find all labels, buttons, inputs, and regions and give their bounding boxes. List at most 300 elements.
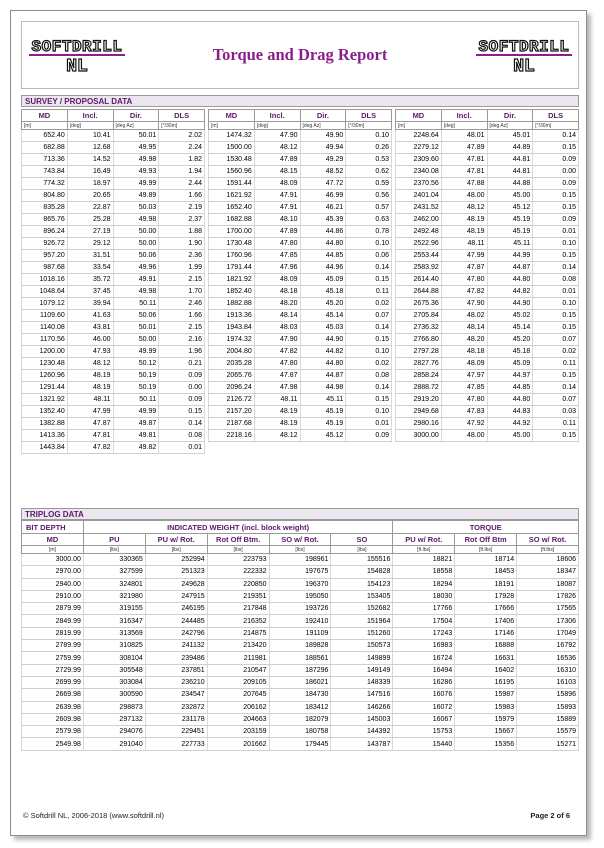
- triplog-cell: 229451: [145, 726, 207, 738]
- survey-cell: 50.11: [113, 394, 159, 406]
- triplog-col-unit: [lbs]: [83, 546, 145, 554]
- survey-cell: 0.15: [346, 274, 392, 286]
- survey-cell: 31.51: [67, 250, 113, 262]
- survey-cell: 45.18: [300, 286, 346, 298]
- table-row: [396, 214, 579, 226]
- softdrill-logo-left: [27, 36, 127, 78]
- survey-cell: 3000.00: [396, 430, 442, 442]
- survey-col-header: Incl.: [67, 110, 113, 122]
- survey-cell: 45.09: [300, 274, 346, 286]
- triplog-cell: 196370: [269, 578, 331, 590]
- survey-cell: 774.32: [22, 178, 68, 190]
- survey-cell: 1291.44: [22, 382, 68, 394]
- survey-cell: 0.02: [533, 346, 579, 358]
- survey-cell: 2157.20: [209, 406, 255, 418]
- triplog-cell: 2549.98: [22, 738, 84, 750]
- indicated-weight-group-header: INDICATED WEIGHT (incl. block weight): [83, 521, 392, 534]
- survey-cell: 896.24: [22, 226, 68, 238]
- survey-cell: 44.80: [300, 358, 346, 370]
- triplog-cell: 321980: [83, 590, 145, 602]
- triplog-col-header: SO w/ Rot.: [517, 534, 579, 546]
- survey-cell: 2.15: [159, 274, 205, 286]
- survey-cell: 0.02: [346, 358, 392, 370]
- survey-cell: 0.10: [533, 298, 579, 310]
- survey-cell: 47.90: [254, 334, 300, 346]
- triplog-cell: 149899: [331, 652, 393, 664]
- table-row: [396, 178, 579, 190]
- table-row: [22, 554, 579, 566]
- survey-cell: 1.90: [159, 238, 205, 250]
- triplog-cell: 324801: [83, 578, 145, 590]
- table-row: [209, 238, 392, 250]
- survey-col-header: MD: [396, 110, 442, 122]
- survey-cell: 45.20: [487, 334, 533, 346]
- triplog-cell: 15896: [517, 689, 579, 701]
- survey-cell: 1413.36: [22, 430, 68, 442]
- triplog-cell: 198961: [269, 554, 331, 566]
- triplog-cell: 249628: [145, 578, 207, 590]
- survey-cell: 49.95: [113, 142, 159, 154]
- survey-cell: 49.99: [113, 178, 159, 190]
- survey-col-unit: [deg]: [67, 122, 113, 130]
- survey-cell: 45.00: [487, 430, 533, 442]
- survey-cell: 0.78: [346, 226, 392, 238]
- survey-cell: 10.41: [67, 130, 113, 142]
- triplog-cell: 16888: [455, 640, 517, 652]
- survey-cell: 1352.40: [22, 406, 68, 418]
- survey-cell: 50.06: [113, 310, 159, 322]
- survey-cell: 44.85: [487, 382, 533, 394]
- survey-cell: 1.66: [159, 310, 205, 322]
- triplog-col-unit: [lbs]: [269, 546, 331, 554]
- survey-cell: 2736.32: [396, 322, 442, 334]
- survey-col-unit: [deg]: [254, 122, 300, 130]
- triplog-cell: 186021: [269, 676, 331, 688]
- triplog-col-unit: [lbs]: [145, 546, 207, 554]
- table-row: [22, 334, 205, 346]
- footer-copyright: © Softdrill NL, 2006-2018 (www.softdrill.nl): [23, 811, 164, 820]
- survey-cell: 50.00: [113, 226, 159, 238]
- survey-cell: 1700.00: [209, 226, 255, 238]
- triplog-cell: 150573: [331, 640, 393, 652]
- survey-cell: 47.90: [441, 298, 487, 310]
- triplog-cell: 15440: [393, 738, 455, 750]
- triplog-cell: 298873: [83, 701, 145, 713]
- survey-cell: 47.72: [300, 178, 346, 190]
- table-row: [22, 130, 205, 142]
- survey-cell: 1974.32: [209, 334, 255, 346]
- triplog-cell: 17243: [393, 627, 455, 639]
- survey-cell: 1530.48: [209, 154, 255, 166]
- survey-cell: 49.82: [113, 442, 159, 454]
- bit-depth-group-header: BIT DEPTH: [22, 521, 84, 534]
- triplog-cell: 213420: [207, 640, 269, 652]
- triplog-cell: 319155: [83, 603, 145, 615]
- survey-cell: 2705.84: [396, 310, 442, 322]
- triplog-cell: 203159: [207, 726, 269, 738]
- survey-cell: 2309.60: [396, 154, 442, 166]
- survey-cell: 12.68: [67, 142, 113, 154]
- survey-cell: 0.00: [533, 166, 579, 178]
- triplog-col-header: PU w/ Rot.: [145, 534, 207, 546]
- survey-cell: 1913.36: [209, 310, 255, 322]
- footer-page-number: Page 2 of 6: [530, 811, 570, 820]
- survey-cell: 47.80: [254, 358, 300, 370]
- survey-section-title: SURVEY / PROPOSAL DATA: [21, 95, 579, 107]
- table-row: [22, 202, 205, 214]
- table-row: [22, 676, 579, 688]
- table-row: [22, 250, 205, 262]
- survey-cell: 50.19: [113, 370, 159, 382]
- survey-cell: 0.09: [533, 214, 579, 226]
- table-row: [22, 394, 205, 406]
- survey-col-unit: [m]: [396, 122, 442, 130]
- triplog-col-header: PU: [83, 534, 145, 546]
- survey-col-unit: [°/30m]: [533, 122, 579, 130]
- survey-cell: 0.10: [346, 346, 392, 358]
- triplog-col-header: SO: [331, 534, 393, 546]
- triplog-cell: 15667: [455, 726, 517, 738]
- table-row: [22, 310, 205, 322]
- table-row: [22, 442, 205, 454]
- survey-cell: 44.96: [300, 262, 346, 274]
- table-row: [396, 154, 579, 166]
- survey-cell: 0.14: [346, 382, 392, 394]
- survey-table-1: [21, 109, 205, 454]
- table-row: [22, 190, 205, 202]
- triplog-cell: 17565: [517, 603, 579, 615]
- survey-cell: 47.81: [67, 430, 113, 442]
- table-row: [22, 578, 579, 590]
- triplog-cell: 188561: [269, 652, 331, 664]
- survey-cell: 0.21: [159, 358, 205, 370]
- survey-cell: 48.20: [254, 298, 300, 310]
- survey-cell: 45.00: [487, 190, 533, 202]
- survey-cell: 1730.48: [209, 238, 255, 250]
- survey-cell: 2187.68: [209, 418, 255, 430]
- survey-cell: 0.15: [533, 250, 579, 262]
- table-row: [22, 664, 579, 676]
- triplog-cell: 2789.99: [22, 640, 84, 652]
- survey-cell: 0.14: [533, 130, 579, 142]
- survey-cell: 2980.16: [396, 418, 442, 430]
- survey-cell: 2.19: [159, 202, 205, 214]
- survey-cell: 2431.52: [396, 202, 442, 214]
- triplog-cell: 18347: [517, 566, 579, 578]
- table-row: [396, 130, 579, 142]
- triplog-col-header: Rot Off Btm.: [207, 534, 269, 546]
- table-row: [396, 226, 579, 238]
- triplog-cell: 15987: [455, 689, 517, 701]
- survey-cell: 2766.80: [396, 334, 442, 346]
- survey-cell: 50.00: [113, 334, 159, 346]
- survey-cell: 0.14: [533, 382, 579, 394]
- table-row: [22, 238, 205, 250]
- triplog-cell: 179445: [269, 738, 331, 750]
- table-row: [22, 603, 579, 615]
- survey-cell: 743.84: [22, 166, 68, 178]
- triplog-cell: 18191: [455, 578, 517, 590]
- table-row: [396, 394, 579, 406]
- torque-group-header: TORQUE: [393, 521, 579, 534]
- triplog-cell: 237851: [145, 664, 207, 676]
- table-row: [22, 627, 579, 639]
- survey-cell: 0.07: [533, 334, 579, 346]
- triplog-cell: 187296: [269, 664, 331, 676]
- survey-cell: 2492.48: [396, 226, 442, 238]
- survey-cell: 44.82: [300, 346, 346, 358]
- table-row: [209, 310, 392, 322]
- survey-cell: 47.99: [441, 250, 487, 262]
- triplog-cell: 15579: [517, 726, 579, 738]
- triplog-cell: 310825: [83, 640, 145, 652]
- survey-cell: 2858.24: [396, 370, 442, 382]
- survey-cell: 2035.28: [209, 358, 255, 370]
- survey-cell: 0.15: [533, 202, 579, 214]
- softdrill-logo-right: [474, 36, 574, 78]
- survey-cell: 47.89: [254, 226, 300, 238]
- survey-cell: 1560.96: [209, 166, 255, 178]
- survey-cell: 2583.92: [396, 262, 442, 274]
- triplog-cell: 16631: [455, 652, 517, 664]
- survey-cell: 43.81: [67, 322, 113, 334]
- triplog-cell: 16103: [517, 676, 579, 688]
- survey-col-header: Dir.: [113, 110, 159, 122]
- triplog-cell: 145003: [331, 713, 393, 725]
- survey-cell: 0.09: [533, 154, 579, 166]
- triplog-cell: 16494: [393, 664, 455, 676]
- triplog-cell: 251323: [145, 566, 207, 578]
- survey-cell: 49.89: [113, 190, 159, 202]
- survey-cell: 47.80: [441, 274, 487, 286]
- survey-cell: 1109.60: [22, 310, 68, 322]
- survey-cell: 44.81: [487, 166, 533, 178]
- triplog-cell: 17146: [455, 627, 517, 639]
- table-row: [209, 406, 392, 418]
- table-row: [396, 358, 579, 370]
- survey-cell: 0.09: [533, 178, 579, 190]
- table-row: [209, 370, 392, 382]
- triplog-cell: 2639.98: [22, 701, 84, 713]
- survey-col-unit: [°/30m]: [159, 122, 205, 130]
- survey-cell: 1821.92: [209, 274, 255, 286]
- table-row: [22, 738, 579, 750]
- triplog-cell: 18821: [393, 554, 455, 566]
- triplog-cell: 214875: [207, 627, 269, 639]
- triplog-cell: 15753: [393, 726, 455, 738]
- table-row: [209, 250, 392, 262]
- survey-cell: 47.96: [254, 262, 300, 274]
- triplog-col-header: MD: [22, 534, 84, 546]
- triplog-cell: 148339: [331, 676, 393, 688]
- triplog-cell: 197675: [269, 566, 331, 578]
- table-row: [396, 430, 579, 442]
- triplog-cell: 191109: [269, 627, 331, 639]
- survey-cell: 48.19: [441, 226, 487, 238]
- triplog-cell: 231178: [145, 713, 207, 725]
- triplog-col-unit: [ft.lbs]: [393, 546, 455, 554]
- survey-cell: 957.20: [22, 250, 68, 262]
- table-row: [22, 226, 205, 238]
- triplog-cell: 152682: [331, 603, 393, 615]
- survey-cell: 47.80: [441, 394, 487, 406]
- table-row: [22, 615, 579, 627]
- triplog-cell: 16310: [517, 664, 579, 676]
- triplog-cell: 16536: [517, 652, 579, 664]
- table-row: [396, 298, 579, 310]
- survey-cell: 47.85: [254, 250, 300, 262]
- survey-cell: 18.97: [67, 178, 113, 190]
- survey-cell: 0.15: [533, 310, 579, 322]
- survey-cell: 50.06: [113, 250, 159, 262]
- survey-cell: 0.11: [533, 418, 579, 430]
- survey-cell: 865.76: [22, 214, 68, 226]
- survey-cell: 1200.00: [22, 346, 68, 358]
- survey-cell: 45.39: [300, 214, 346, 226]
- survey-cell: 49.98: [113, 214, 159, 226]
- table-row: [209, 334, 392, 346]
- survey-cell: 1140.08: [22, 322, 68, 334]
- survey-cell: 48.12: [441, 202, 487, 214]
- survey-cell: 14.52: [67, 154, 113, 166]
- survey-cell: 47.92: [441, 418, 487, 430]
- triplog-cell: 222332: [207, 566, 269, 578]
- survey-cell: 48.09: [254, 274, 300, 286]
- survey-cell: 47.89: [441, 142, 487, 154]
- survey-cell: 50.01: [113, 130, 159, 142]
- triplog-cell: 239486: [145, 652, 207, 664]
- triplog-cell: 2669.98: [22, 689, 84, 701]
- survey-cell: 48.18: [441, 346, 487, 358]
- survey-cell: 48.10: [254, 214, 300, 226]
- survey-cell: 48.11: [67, 394, 113, 406]
- table-row: [396, 322, 579, 334]
- survey-cell: 2797.28: [396, 346, 442, 358]
- survey-cell: 47.80: [254, 238, 300, 250]
- survey-cell: 1.66: [159, 190, 205, 202]
- triplog-cell: 297132: [83, 713, 145, 725]
- survey-cell: 0.11: [533, 358, 579, 370]
- survey-cell: 25.28: [67, 214, 113, 226]
- survey-cell: 0.15: [346, 334, 392, 346]
- table-row: [396, 382, 579, 394]
- triplog-col-header: PU w/ Rot.: [393, 534, 455, 546]
- triplog-cell: 184730: [269, 689, 331, 701]
- survey-cell: 1882.88: [209, 298, 255, 310]
- survey-cell: 20.65: [67, 190, 113, 202]
- survey-cell: 22.87: [67, 202, 113, 214]
- triplog-cell: 210547: [207, 664, 269, 676]
- survey-cell: 0.01: [159, 442, 205, 454]
- survey-cell: 2279.12: [396, 142, 442, 154]
- survey-cell: 45.12: [300, 430, 346, 442]
- survey-cell: 2.36: [159, 250, 205, 262]
- survey-col-unit: [m]: [22, 122, 68, 130]
- triplog-cell: 151260: [331, 627, 393, 639]
- survey-cell: 713.36: [22, 154, 68, 166]
- triplog-cell: 313569: [83, 627, 145, 639]
- triplog-cell: 18453: [455, 566, 517, 578]
- table-row: [22, 418, 205, 430]
- table-row: [209, 202, 392, 214]
- survey-cell: 46.21: [300, 202, 346, 214]
- triplog-col-unit: [lbs]: [207, 546, 269, 554]
- survey-cell: 48.52: [300, 166, 346, 178]
- table-row: [396, 262, 579, 274]
- table-row: [396, 190, 579, 202]
- survey-cell: 0.08: [346, 370, 392, 382]
- triplog-cell: 15356: [455, 738, 517, 750]
- table-row: [22, 358, 205, 370]
- triplog-cell: 220850: [207, 578, 269, 590]
- survey-cell: 2675.36: [396, 298, 442, 310]
- survey-cell: 0.15: [533, 142, 579, 154]
- survey-cell: 48.20: [441, 334, 487, 346]
- survey-col-header: Dir.: [300, 110, 346, 122]
- survey-cell: 48.14: [441, 322, 487, 334]
- survey-cell: 2004.80: [209, 346, 255, 358]
- triplog-cell: 192410: [269, 615, 331, 627]
- survey-cell: 2.15: [159, 322, 205, 334]
- triplog-col-header: Rot Off Btm: [455, 534, 517, 546]
- survey-cell: 1170.56: [22, 334, 68, 346]
- survey-cell: 49.98: [113, 286, 159, 298]
- survey-cell: 47.82: [67, 442, 113, 454]
- survey-cell: 35.72: [67, 274, 113, 286]
- survey-cell: 0.10: [346, 238, 392, 250]
- survey-cell: 2065.76: [209, 370, 255, 382]
- table-row: [209, 394, 392, 406]
- survey-cell: 44.85: [300, 250, 346, 262]
- survey-cell: 46.99: [300, 190, 346, 202]
- survey-cell: 44.92: [487, 418, 533, 430]
- survey-cell: 44.80: [487, 274, 533, 286]
- triplog-cell: 149149: [331, 664, 393, 676]
- survey-cell: 0.01: [533, 226, 579, 238]
- table-row: [22, 142, 205, 154]
- survey-col-header: DLS: [346, 110, 392, 122]
- table-row: [396, 274, 579, 286]
- survey-cell: 48.14: [254, 310, 300, 322]
- table-row: [22, 214, 205, 226]
- triplog-cell: 305548: [83, 664, 145, 676]
- survey-cell: 2096.24: [209, 382, 255, 394]
- survey-cell: 0.53: [346, 154, 392, 166]
- table-row: [22, 178, 205, 190]
- survey-cell: 0.06: [346, 250, 392, 262]
- survey-cell: 0.08: [533, 274, 579, 286]
- survey-cell: 682.88: [22, 142, 68, 154]
- survey-cell: 1321.92: [22, 394, 68, 406]
- survey-cell: 2370.56: [396, 178, 442, 190]
- survey-cell: 2126.72: [209, 394, 255, 406]
- survey-cell: 47.98: [254, 382, 300, 394]
- triplog-cell: 2849.99: [22, 615, 84, 627]
- survey-cell: 47.88: [441, 178, 487, 190]
- survey-cell: 2.16: [159, 334, 205, 346]
- survey-cell: 48.12: [67, 358, 113, 370]
- survey-cell: 50.01: [113, 322, 159, 334]
- table-row: [396, 202, 579, 214]
- survey-cell: 48.09: [441, 358, 487, 370]
- survey-cell: 47.89: [254, 154, 300, 166]
- triplog-cell: 2879.99: [22, 603, 84, 615]
- survey-col-header: MD: [22, 110, 68, 122]
- survey-cell: 2614.40: [396, 274, 442, 286]
- survey-table-3: [395, 109, 579, 442]
- triplog-cell: 227733: [145, 738, 207, 750]
- table-row: [22, 382, 205, 394]
